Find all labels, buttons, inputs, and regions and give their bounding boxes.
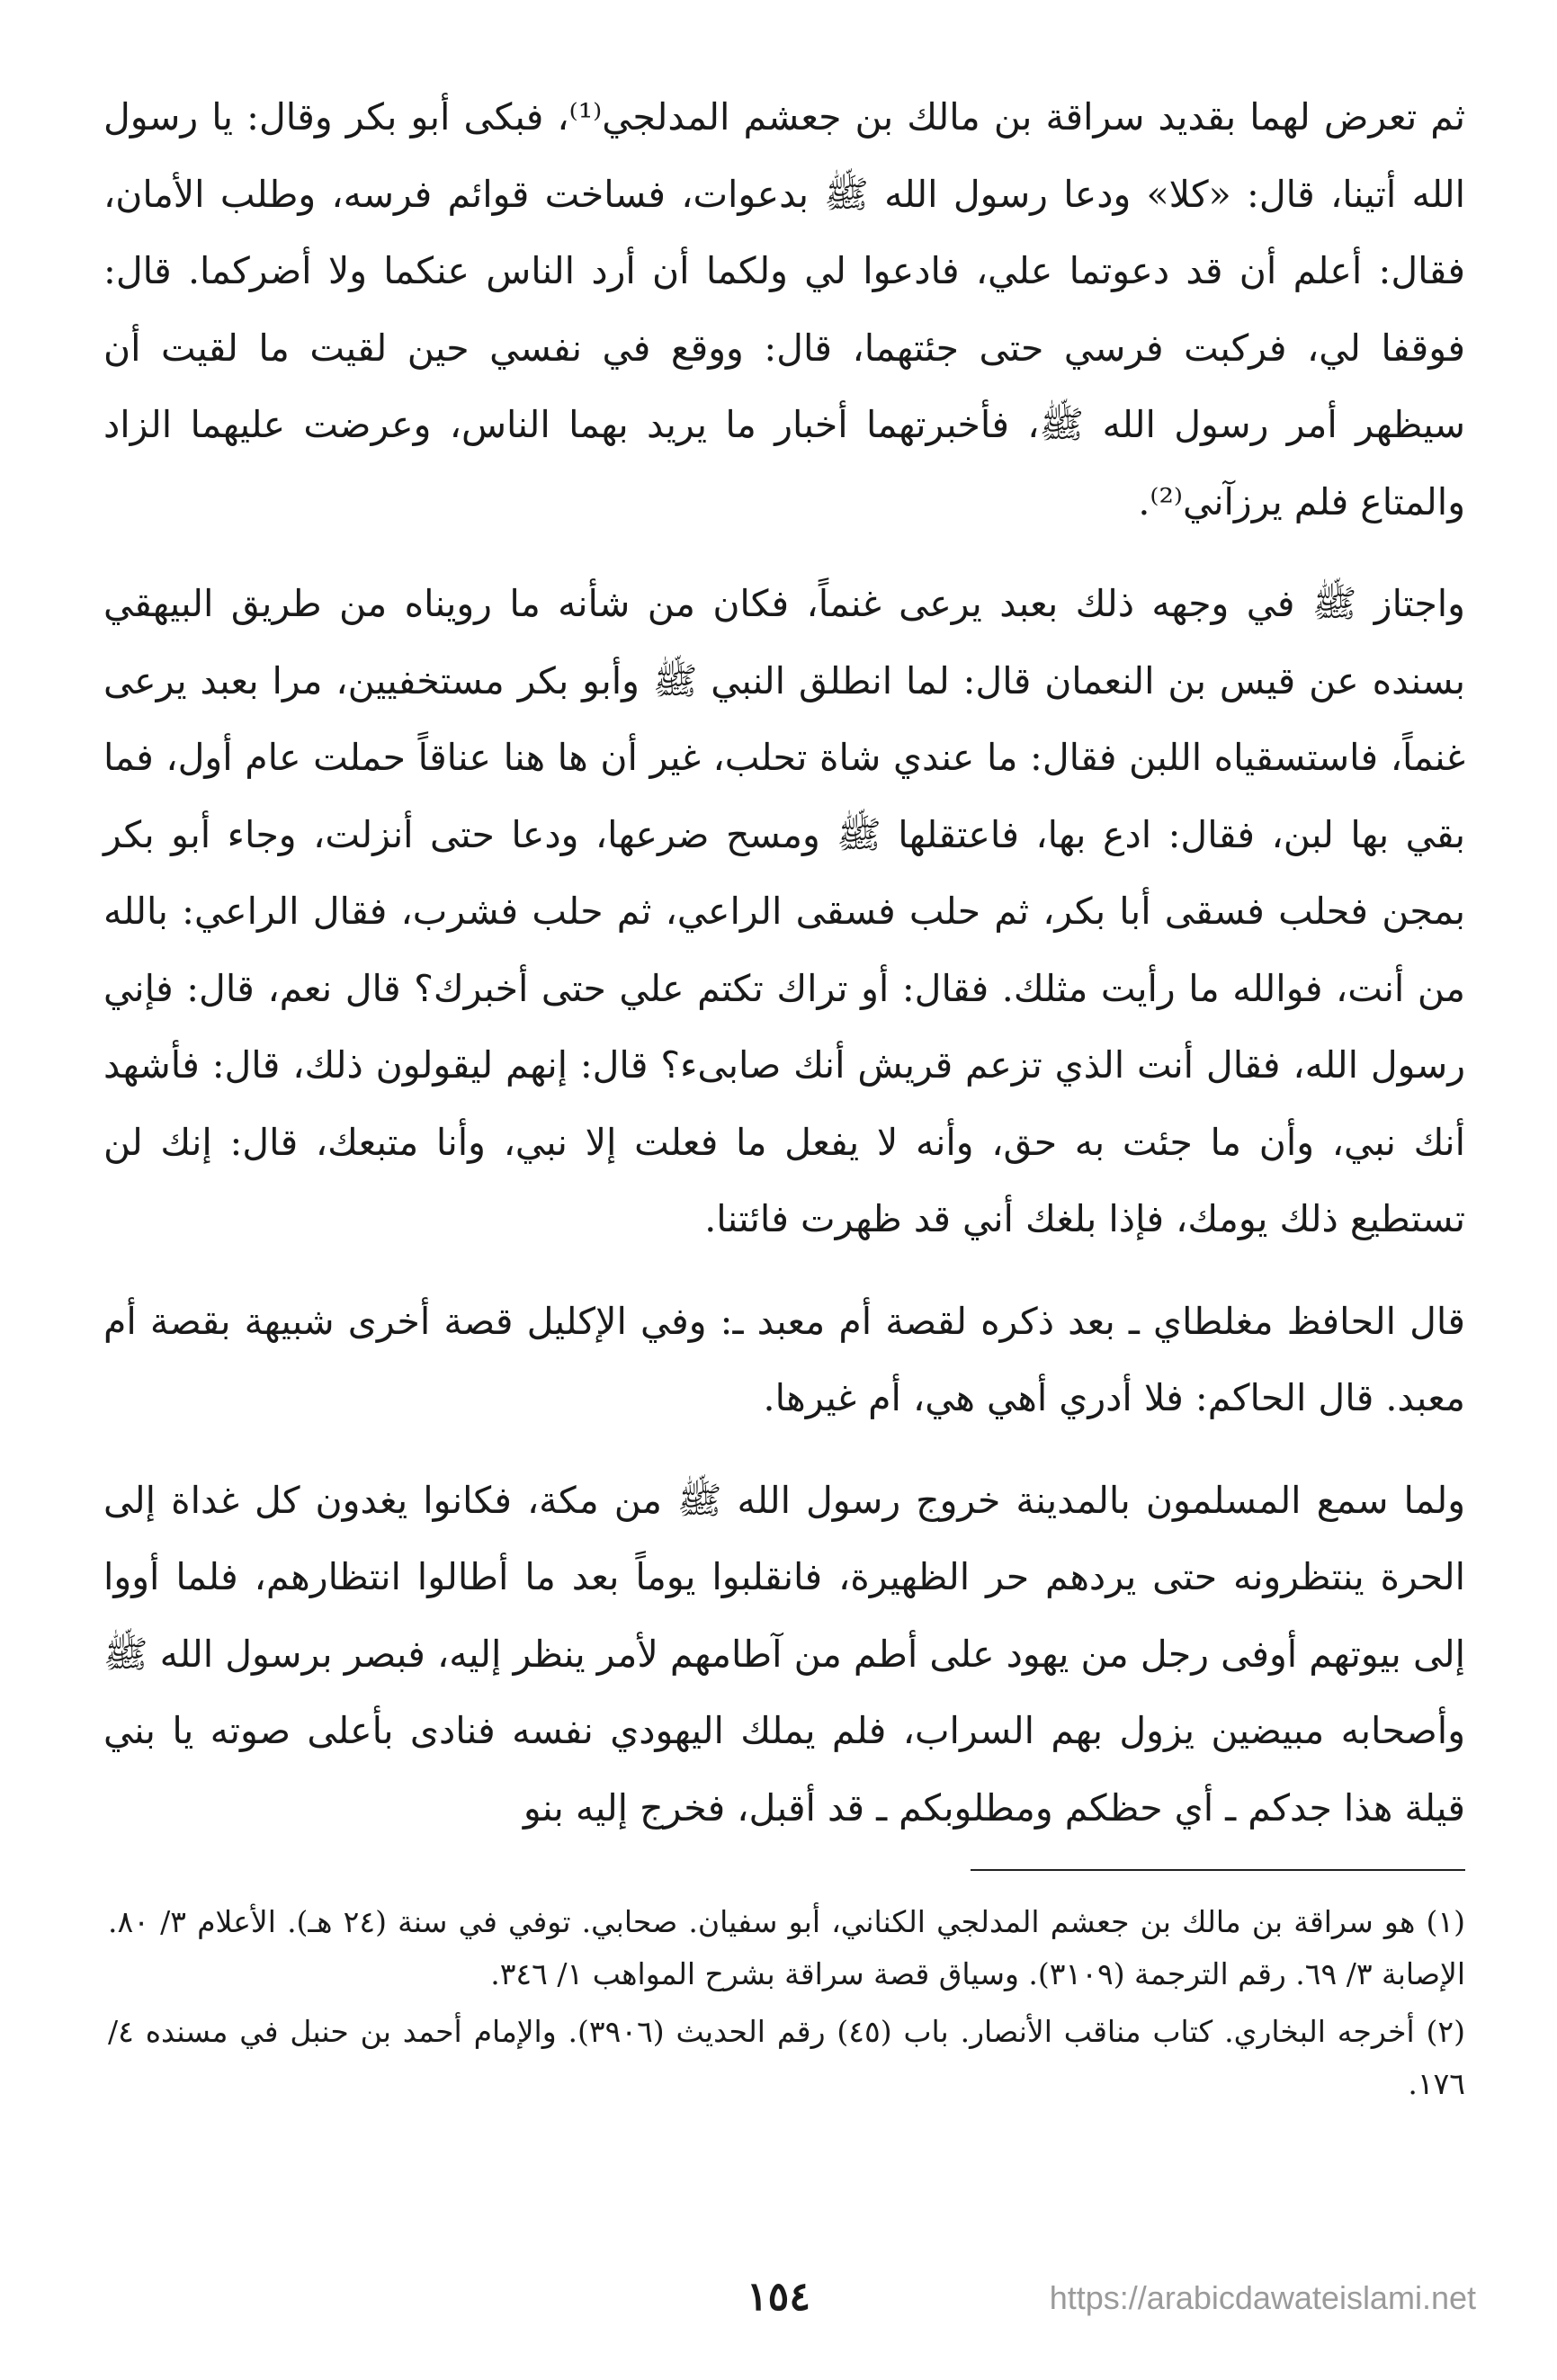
paragraph-madinah: ولما سمع المسلمون بالمدينة خروج رسول الله ﷺ من مكة، فكانوا يغدون كل غداة إلى الحرة ينتظرونه حتى يردهم حر الظهيرة، فانقلبوا يوماً بعد ما أطالوا انتظارهم، فلما أووا إلى بيوتهم أوفى رجل من يهود على أطم من آطامهم لأمر ينظر إليه، فبصر برسول الله ﷺ وأصحابه مبيضين يزول بهم السراب، فلم يملك اليهودي نفسه فنادى بأعلى صوته يا بني قيلة هذا جدكم ـ أي حظكم ومطلوبكم ـ قد أقبل، فخرج إليه بنو xyxy=(103,1478,1465,1830)
paragraph-suraqa: ثم تعرض لهما بقديد سراقة بن مالك بن جعشم المدلجي⁽¹⁾، فبكى أبو بكر وقال: يا رسول الله أتينا، قال: «كلا» ودعا رسول الله ﷺ بدعوات، فساخت قوائم فرسه، وطلب الأمان، فقال: أعلم أن قد دعوتما علي، فادعوا لي ولكما أن أرد الناس عنكما ولا أضركما. قال: فوقفا لي، فركبت فرسي حتى جئتهما، قال: ووقع في نفسي حين لقيت ما لقيت أن سيظهر أمر رسول الله ﷺ، فأخبرتهما أخبار ما يريد بهما الناس، وعرضت عليهما الزاد والمتاع فلم يرزآني⁽²⁾. xyxy=(103,95,1465,523)
footnote-divider xyxy=(971,1869,1465,1871)
footnote-2: (٢) أخرجه البخاري. كتاب مناقب الأنصار. باب (٤٥) رقم الحديث (٣٩٠٦). والإمام أحمد بن حنبل في مسنده ٤/ ١٧٦. xyxy=(108,2014,1465,2101)
watermark-url: https://arabicdawateislami.net xyxy=(1049,2279,1476,2316)
paragraph-shepherd: واجتاز ﷺ في وجهه ذلك بعبد يرعى غنماً، فكان من شأنه ما رويناه من طريق البيهقي بسنده عن قيس بن النعمان قال: لما انطلق النبي ﷺ وأبو بكر مستخفيين، مرا بعبد يرعى غنماً، فاستسقياه اللبن فقال: ما عندي شاة تحلب، غير أن ها هنا عناقاً حملت عام أول، فما بقي بها لبن، فقال: ادع بها، فاعتقلها ﷺ ومسح ضرعها، ودعا حتى أنزلت، وجاء أبو بكر بمجن فحلب فسقى أبا بكر، ثم حلب فسقى الراعي، ثم حلب فشرب، فقال الراعي: بالله من أنت، فوالله ما رأيت مثلك. فقال: أو تراك تكتم علي حتى أخبرك؟ قال نعم، قال: فإني رسول الله، فقال أنت الذي تزعم قريش أنك صابىء؟ قال: إنهم ليقولون ذلك، قال: فأشهد أنك نبي، وأن ما جئت به حق، وأنه لا يفعل ما فعلت إلا نبي، وأنا متبعك، قال: إنك لن تستطيع ذلك يومك، فإذا بلغك أني قد ظهرت فائتنا. xyxy=(103,582,1465,1240)
footnotes xyxy=(108,1896,1465,2116)
page-number: ١٥٤ xyxy=(747,2274,810,2320)
main-text xyxy=(103,79,1465,1847)
paragraph-mughaltai: قال الحافظ مغلطاي ـ بعد ذكره لقصة أم معبد ـ: وفي الإكليل قصة أخرى شبيهة بقصة أم معبد. قال الحاكم: فلا أدري أهي هي، أم غيرها. xyxy=(103,1299,1465,1419)
footnote-1: (١) هو سراقة بن مالك بن جعشم المدلجي الكناني، أبو سفيان. صحابي. توفي في سنة (٢٤ هـ). الأعلام ٣/ ٨٠. الإصابة ٣/ ٦٩. رقم الترجمة (٣١٠٩). وسياق قصة سراقة بشرح المواهب ١/ ٣٤٦. xyxy=(108,1904,1465,1991)
